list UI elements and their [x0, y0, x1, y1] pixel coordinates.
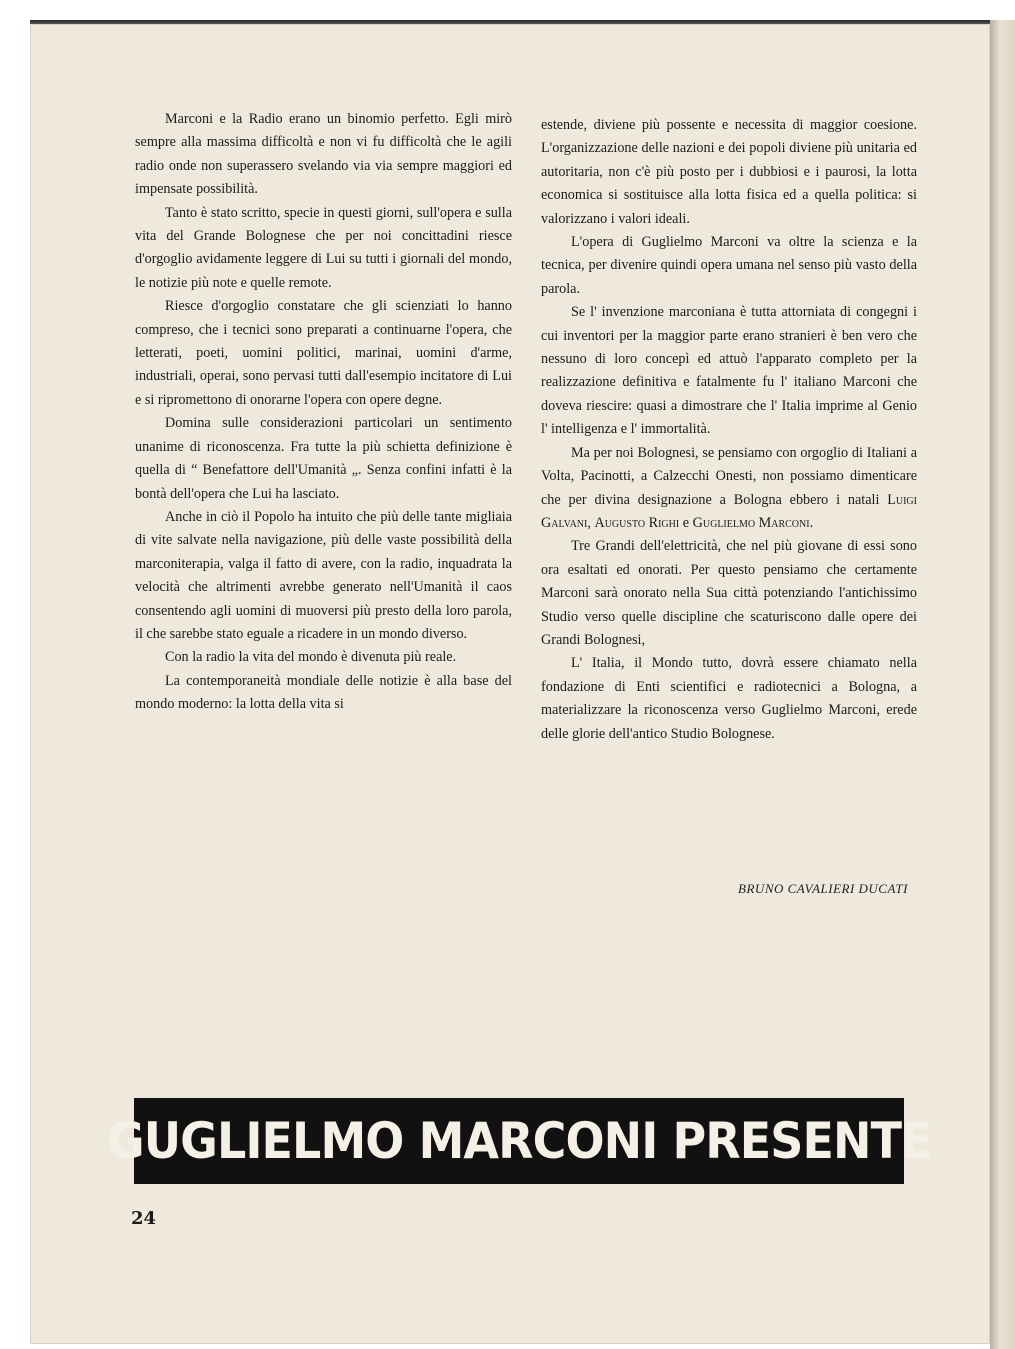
paragraph: Riesce d'orgoglio constatare che gli scienziati lo hanno compreso, che i tecnici sono preparati a continuarne l'opera, che letterati, poeti, uomini politici, marinai, uomini d'arme, industriali, operai, sono pervasi tutti dall'esempio incitatore di Lui e si ripromettono di onorarne l'opera con opere degne.	[135, 298, 512, 408]
paragraph-text: Ma per noi Bolognesi, se pensiamo con orgoglio di Italiani a Volta, Pacinotti, a Calzecchi Onesti, non possiamo dimenticare che per divina designazione a Bologna ebbero i natali	[541, 444, 917, 508]
name-galvani: Luigi Galvani	[541, 491, 917, 531]
name-marconi: Guglielmo Marconi	[692, 514, 810, 531]
paragraph: La contemporaneità mondiale delle notizie è alla base del mondo moderno: la lotta della vita si	[135, 672, 512, 713]
paragraph: Con la radio la vita del mondo è divenuta più reale.	[165, 649, 457, 666]
paragraph: Marconi e la Radio erano un binomio perfetto. Egli mirò sempre alla massima difficoltà e non vi fu difficoltà che le agili radio onde non superassero svelando via via sempre maggiori ed impensate possibilità.	[135, 111, 512, 198]
paragraph-names: Ma per noi Bolognesi, se pensiamo con orgoglio di Italiani a Volta, Pacinotti, a Calzecchi Onesti, non possiamo dimenticare che per divina designazione a Bologna ebbero i natali Luigi Galvani, Augusto Righi e Guglielmo Marconi.	[541, 444, 917, 531]
paragraph: Anche in ciò il Popolo ha intuito che più delle tante migliaia di vite salvate nella navigazione, più delle vaste possibilità della marconiterapia, valga il fatto di avere, con la radio, inquadrata la velocità che altrimenti avrebbe generato nell'Umanità il caos consentendo agli uomini di muoversi più presto della loro parola, il che sarebbe stato eguale a ricadere in un mondo diverso.	[135, 508, 512, 642]
banner-title: GUGLIELMO MARCONI PRESENTE	[106, 1112, 932, 1170]
author-signature: BRUNO CAVALIERI DUCATI	[738, 881, 908, 896]
page-number: 24	[131, 1208, 157, 1229]
paragraph: Se l' invenzione marconiana è tutta attorniata di congegni i cui inventori per la maggior parte erano stranieri è ben vero che nessuno di loro concepì ed attuò l'apparato completo per la realizzazione definitiva e fatalmente fu l' italiano Marconi che doveva riescire: quasi a dimostrare che l' Italia imprime al Genio l' intelligenza e l' immortalità.	[541, 304, 917, 438]
name-righi: Augusto Righi	[594, 514, 680, 531]
paragraph: estende, diviene più possente e necessita di maggior coesione. L'organizzazione delle nazioni e dei popoli diviene più unitaria ed autoritaria, non c'è più posto per i dubbiosi e i paurosi, la lotta economica si sostituisce alla lotta fisica ed a quella politica: si valorizzano i valori ideali.	[541, 117, 917, 227]
paragraph: Tanto è stato scritto, specie in questi giorni, sull'opera e sulla vita del Grande Bolognese che per noi concittadini riesce d'orgoglio avidamente leggere di Lui su tutti i giornali del mondo, le notizie più note e quelle remote.	[135, 204, 512, 291]
paragraph: Domina sulle considerazioni particolari un sentimento unanime di riconoscenza. Fra tutte la più schietta definizione è quella di “ Benefattore dell'Umanità „. Senza confini infatti è la bontà dell'opera che Lui ha lasciato.	[135, 415, 512, 502]
left-text-column	[135, 108, 512, 717]
paragraph: Tre Grandi dell'elettricità, che nel più giovane di essi sono ora esaltati ed onorati. Per questo pensiamo che certamente Marconi sarà onorato nella Sua città potenziando l'antichissimo Studio verso quelle discipline che scaturiscono dalle opere dei Grandi Bolognesi,	[541, 538, 917, 648]
right-text-column	[541, 114, 917, 746]
binding-spine	[990, 20, 1015, 1349]
title-banner	[106, 1098, 932, 1184]
conjunction: e	[682, 514, 690, 531]
paragraph: L' Italia, il Mondo tutto, dovrà essere chiamato nella fondazione di Enti scientifici e radiotecnici a Bologna, a materializzare la riconoscenza verso Guglielmo Marconi, erede delle glorie dell'antico Studio Bolognese.	[541, 655, 917, 742]
paragraph: L'opera di Guglielmo Marconi va oltre la scienza e la tecnica, per divenire quindi opera umana nel senso più vasto della parola.	[541, 234, 917, 297]
